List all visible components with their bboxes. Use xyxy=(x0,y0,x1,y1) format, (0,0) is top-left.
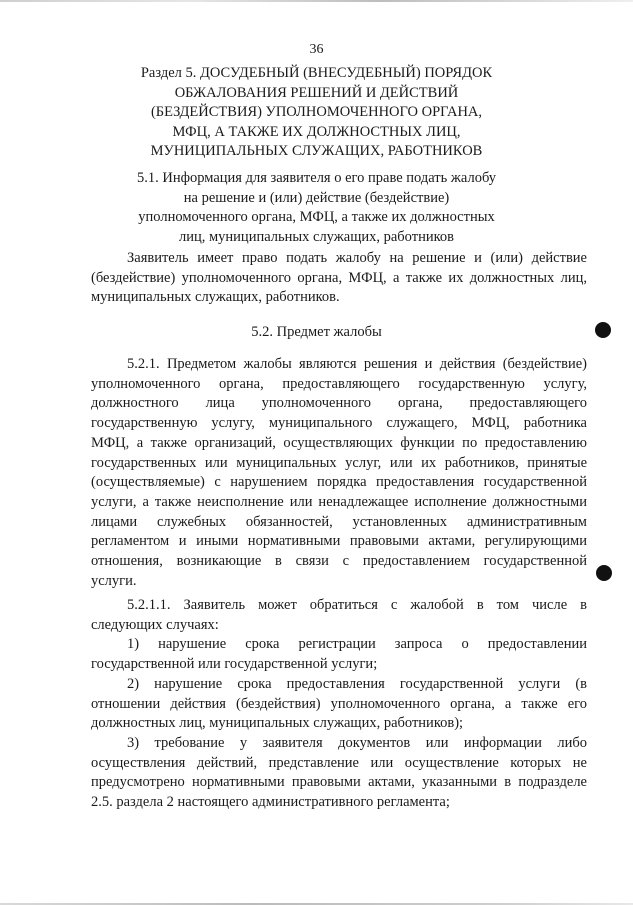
paragraph-line: должностных лиц, муниципальных служащих, работников); xyxy=(91,715,464,732)
subsection-title-line: уполномоченного органа, МФЦ, а также их должностных xyxy=(138,209,495,225)
subsection-title-line: 5.1. Информация для заявителя о его праве подать жалобу xyxy=(136,170,497,186)
paragraph-line: Заявитель имеет право подать жалобу на решение и (или) действие xyxy=(127,250,587,266)
paragraph-line: предусмотрено нормативными правовыми актами, указанными в подразделе xyxy=(91,774,587,791)
paragraph-line: государственной или государственной услуги; xyxy=(91,655,378,672)
paragraph-line: уполномоченного органа, предоставляющего государственную услугу, xyxy=(91,375,587,392)
paragraph-line: услуги. xyxy=(91,572,137,589)
paragraph-line: 1) нарушение срока регистрации запроса о предоставлении xyxy=(127,636,587,652)
paragraph-line: должностного лица уполномоченного органа, предоставляющего xyxy=(91,395,587,412)
list-item-2 xyxy=(91,675,587,734)
subsection-5-1-title xyxy=(0,169,633,247)
paragraph-line: 2) нарушение срока предоставления государственной услуги (в xyxy=(127,676,587,692)
paragraph-line: муниципальных служащих, работников. xyxy=(91,289,340,306)
paragraph-line: отношении действия (бездействия) уполномоченного органа, а также его xyxy=(91,695,587,712)
punch-hole xyxy=(595,322,611,338)
punch-hole xyxy=(596,565,612,581)
section-title-line: Раздел 5. ДОСУДЕБНЫЙ (ВНЕСУДЕБНЫЙ) ПОРЯДОК xyxy=(140,65,493,81)
paragraph-line: отношения, возникающие в связи с предоставлением государственной xyxy=(91,553,587,570)
scan-top-edge xyxy=(0,0,633,2)
paragraph-line: услуги, а также неисполнение или ненадлежащее исполнение должностными xyxy=(91,493,587,510)
paragraph-line: государственных или муниципальных услуг, или их работников, принятые xyxy=(91,454,587,471)
subsection-5-2-title: 5.2. Предмет жалобы xyxy=(251,324,382,340)
paragraph-5-2-1 xyxy=(91,355,587,591)
paragraph-line: (бездействие) уполномоченного органа, МФЦ, а также их должностных лиц, xyxy=(91,269,587,286)
paragraph-line: государственную услугу, муниципального служащего, МФЦ, работника xyxy=(91,415,587,432)
paragraph-line: 2.5. раздела 2 настоящего административного регламента; xyxy=(91,794,450,811)
section-title-line: МФЦ, А ТАКЖЕ ИХ ДОЛЖНОСТНЫХ ЛИЦ, xyxy=(172,123,461,140)
page-number: 36 xyxy=(309,42,324,57)
paragraph-5-2-1-1 xyxy=(91,596,587,635)
paragraph-line: лицами служебных обязанностей, установленных административным xyxy=(91,513,587,530)
section-title-line: МУНИЦИПАЛЬНЫХ СЛУЖАЩИХ, РАБОТНИКОВ xyxy=(150,143,483,159)
paragraph-line: осуществления действий, представление или осуществление которых не xyxy=(91,754,587,771)
section-title-line: (БЕЗДЕЙСТВИЯ) УПОЛНОМОЧЕННОГО ОРГАНА, xyxy=(150,104,483,120)
paragraph-line: МФЦ, а также организаций, осуществляющих функции по предоставлению xyxy=(91,434,587,451)
section-title xyxy=(0,64,633,162)
paragraph-line: 3) требование у заявителя документов или информации либо xyxy=(127,735,587,751)
paragraph-line: 5.2.1.1. Заявитель может обратиться с жалобой в том числе в xyxy=(127,597,587,613)
paragraph-line: следующих случаях: xyxy=(91,616,219,633)
paragraph-applicant-right xyxy=(91,249,587,308)
section-title-line: ОБЖАЛОВАНИЯ РЕШЕНИЙ И ДЕЙСТВИЙ xyxy=(174,84,459,101)
subsection-title-line: на решение и (или) действие (бездействие) xyxy=(183,189,450,206)
paragraph-line: 5.2.1. Предметом жалобы являются решения и действия (бездействие) xyxy=(127,356,587,372)
subsection-title-line: лиц, муниципальных служащих, работников xyxy=(178,228,454,245)
list-item-1 xyxy=(91,635,587,674)
list-item-3 xyxy=(91,734,587,813)
paragraph-line: регламентом и иными нормативными правовыми актами, регулирующими xyxy=(91,533,587,550)
paragraph-line: (осуществляемые) с нарушением порядка предоставления государственной xyxy=(91,474,587,491)
